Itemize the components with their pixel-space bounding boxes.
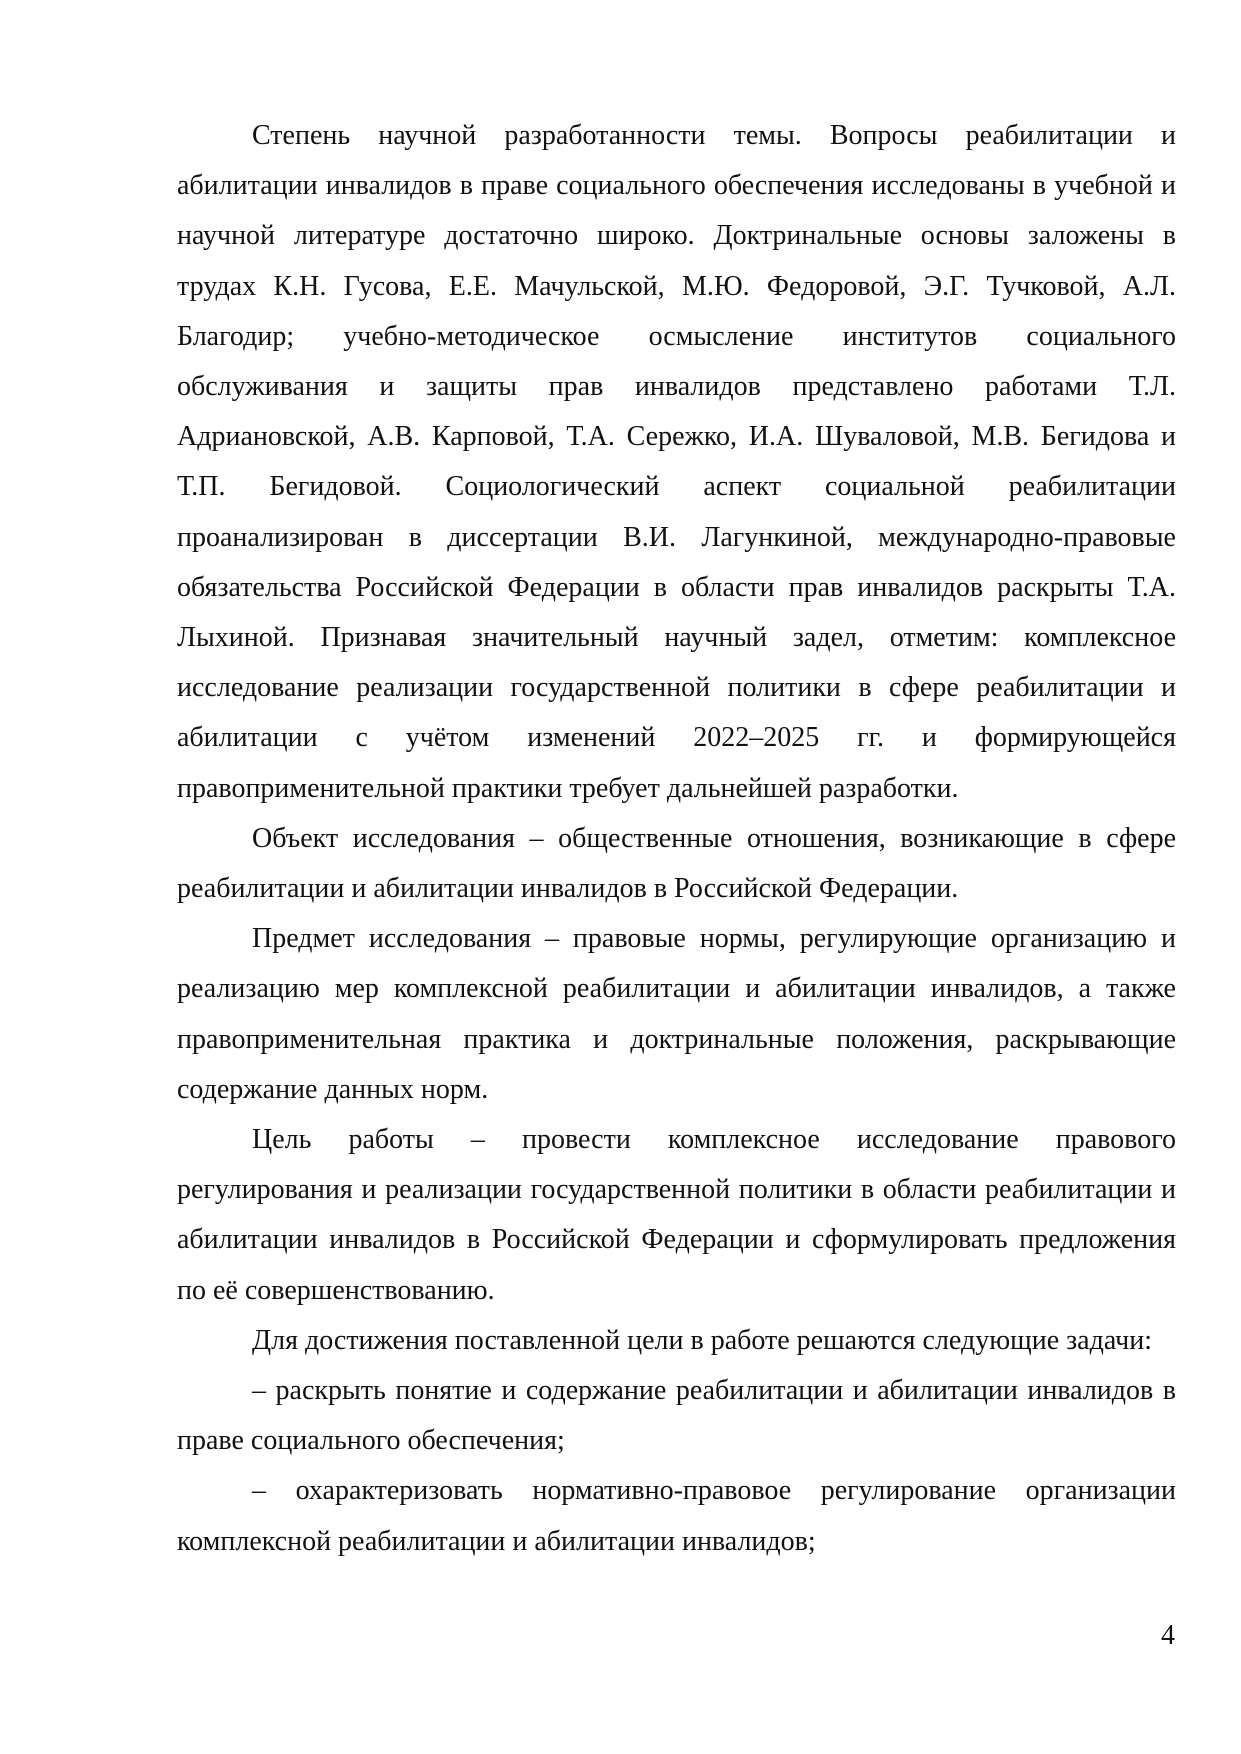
- paragraph-work-goal: Цель работы – провести комплексное исследование правового регулирования и реализации государственной политики в области реабилитации и абилитации инвалидов в Российской Федерации и сформулировать предложения по её совершенствованию.: [177, 1124, 1176, 1306]
- paragraph-research-subject: Предмет исследования – правовые нормы, регулирующие организацию и реализацию мер комплексной реабилитации и абилитации инвалидов, а также правоприменительная практика и доктринальные положения, раскрывающие содержание данных норм.: [177, 923, 1176, 1105]
- paragraph-research-object: Объект исследования – общественные отношения, возникающие в сфере реабилитации и абилитации инвалидов в Российской Федерации.: [177, 822, 1176, 905]
- paragraph-task-2: – охарактеризовать нормативно-правовое регулирование организации комплексной реабилитации и абилитации инвалидов;: [177, 1475, 1176, 1557]
- paragraph-research-development: Степень научной разработанности темы. Вопросы реабилитации и абилитации инвалидов в праве социального обеспечения исследованы в учебной и научной литературе достаточно широко. Доктринальные основы заложены в трудах К.Н. Гусова, Е.Е. Мачульской, М.Ю. Федоровой, Э.Г. Тучковой, А.Л. Благодир; учебно-методическое осмысление институтов социального обслуживания и защиты прав инвалидов представлено работами Т.Л. Адриановской, А.В. Карповой, Т.А. Сережко, И.А. Шуваловой, М.В. Бегидова и Т.П. Бегидовой. Социологический аспект социальной реабилитации проанализирован в диссертации В.И. Лагункиной, международно-правовые обязательства Российской Федерации в области прав инвалидов раскрыты Т.А. Лыхиной. Признавая значительный научный задел, отметим: комплексное исследование реализации государственной политики в сфере реабилитации и абилитации с учётом изменений 2022–2025 гг. и формирующейся правоприменительной практики требует дальнейшей разработки.: [177, 120, 1176, 804]
- paragraph-task-1: – раскрыть понятие и содержание реабилитации и абилитации инвалидов в праве социального обеспечения;: [177, 1375, 1176, 1457]
- paragraph-tasks-intro: Для достижения поставленной цели в работе решаются следующие задачи:: [252, 1324, 1153, 1356]
- page-number: 4: [1161, 1620, 1175, 1651]
- document-body: [177, 111, 1176, 1567]
